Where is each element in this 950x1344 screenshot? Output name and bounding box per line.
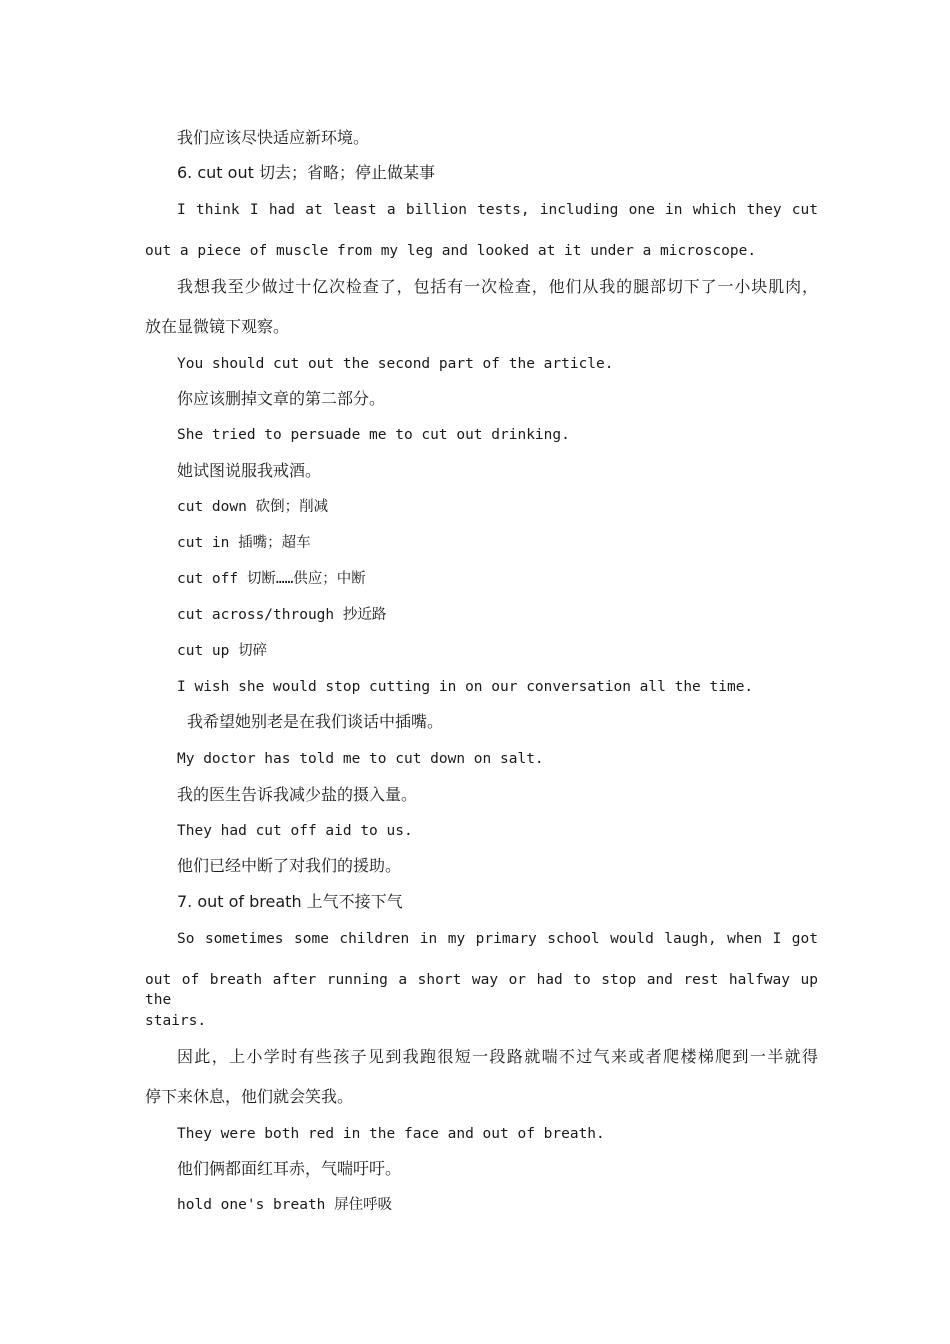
example-sentence: They were both red in the face and out of breath. bbox=[177, 1126, 605, 1142]
zh-translation: 我希望她别老是在我们谈话中插嘴。 bbox=[187, 712, 444, 731]
zh-translation: 我们应该尽快适应新环境。 bbox=[177, 128, 370, 147]
zh-translation: 她试图说服我戒酒。 bbox=[177, 461, 322, 480]
phrase-hold-breath: hold one's breath 屏住呼吸 bbox=[177, 1197, 393, 1213]
example-sentence: I wish she would stop cutting in on our conversation all the time. bbox=[177, 679, 754, 695]
phrase-cut-down: cut down 砍倒；削减 bbox=[177, 499, 329, 515]
zh-translation: 他们俩都面红耳赤，气喘吁吁。 bbox=[177, 1159, 402, 1178]
zh-translation: 因此，上小学时有些孩子见到我跑很短一段路就喘不过气来或者爬楼梯爬到一半就得 bbox=[177, 1047, 818, 1066]
section-heading-7: 7. out of breath 上气不接下气 bbox=[177, 892, 403, 911]
example-sentence: You should cut out the second part of the article. bbox=[177, 356, 614, 372]
phrase-cut-up: cut up 切碎 bbox=[177, 643, 268, 659]
example-sentence-cont: out of breath after running a short way or had to stop and rest halfway up the bbox=[145, 972, 818, 1008]
zh-translation: 你应该删掉文章的第二部分。 bbox=[177, 389, 386, 408]
example-sentence: So sometimes some children in my primary school would laugh, when I got bbox=[177, 931, 818, 947]
example-sentence: My doctor has told me to cut down on salt. bbox=[177, 751, 544, 767]
example-sentence: She tried to persuade me to cut out drinking. bbox=[177, 427, 570, 443]
section-heading-6: 6. cut out 切去；省略；停止做某事 bbox=[177, 163, 435, 182]
zh-translation-cont: 停下来休息，他们就会笑我。 bbox=[145, 1087, 354, 1106]
zh-translation: 我想我至少做过十亿次检查了，包括有一次检查，他们从我的腿部切下了一小块肌肉， bbox=[177, 277, 818, 296]
example-sentence-end: stairs. bbox=[145, 1013, 207, 1029]
zh-translation: 他们已经中断了对我们的援助。 bbox=[177, 856, 402, 875]
example-sentence-cont: out a piece of muscle from my leg and looked at it under a microscope. bbox=[145, 243, 757, 259]
phrase-cut-across: cut across/through 抄近路 bbox=[177, 607, 387, 623]
zh-translation-cont: 放在显微镜下观察。 bbox=[145, 317, 290, 336]
example-sentence: They had cut off aid to us. bbox=[177, 823, 413, 839]
example-sentence: I think I had at least a billion tests, including one in which they cut bbox=[177, 202, 818, 218]
zh-translation: 我的医生告诉我减少盐的摄入量。 bbox=[177, 785, 418, 804]
phrase-cut-in: cut in 插嘴；超车 bbox=[177, 535, 311, 551]
phrase-cut-off: cut off 切断……供应；中断 bbox=[177, 571, 366, 587]
